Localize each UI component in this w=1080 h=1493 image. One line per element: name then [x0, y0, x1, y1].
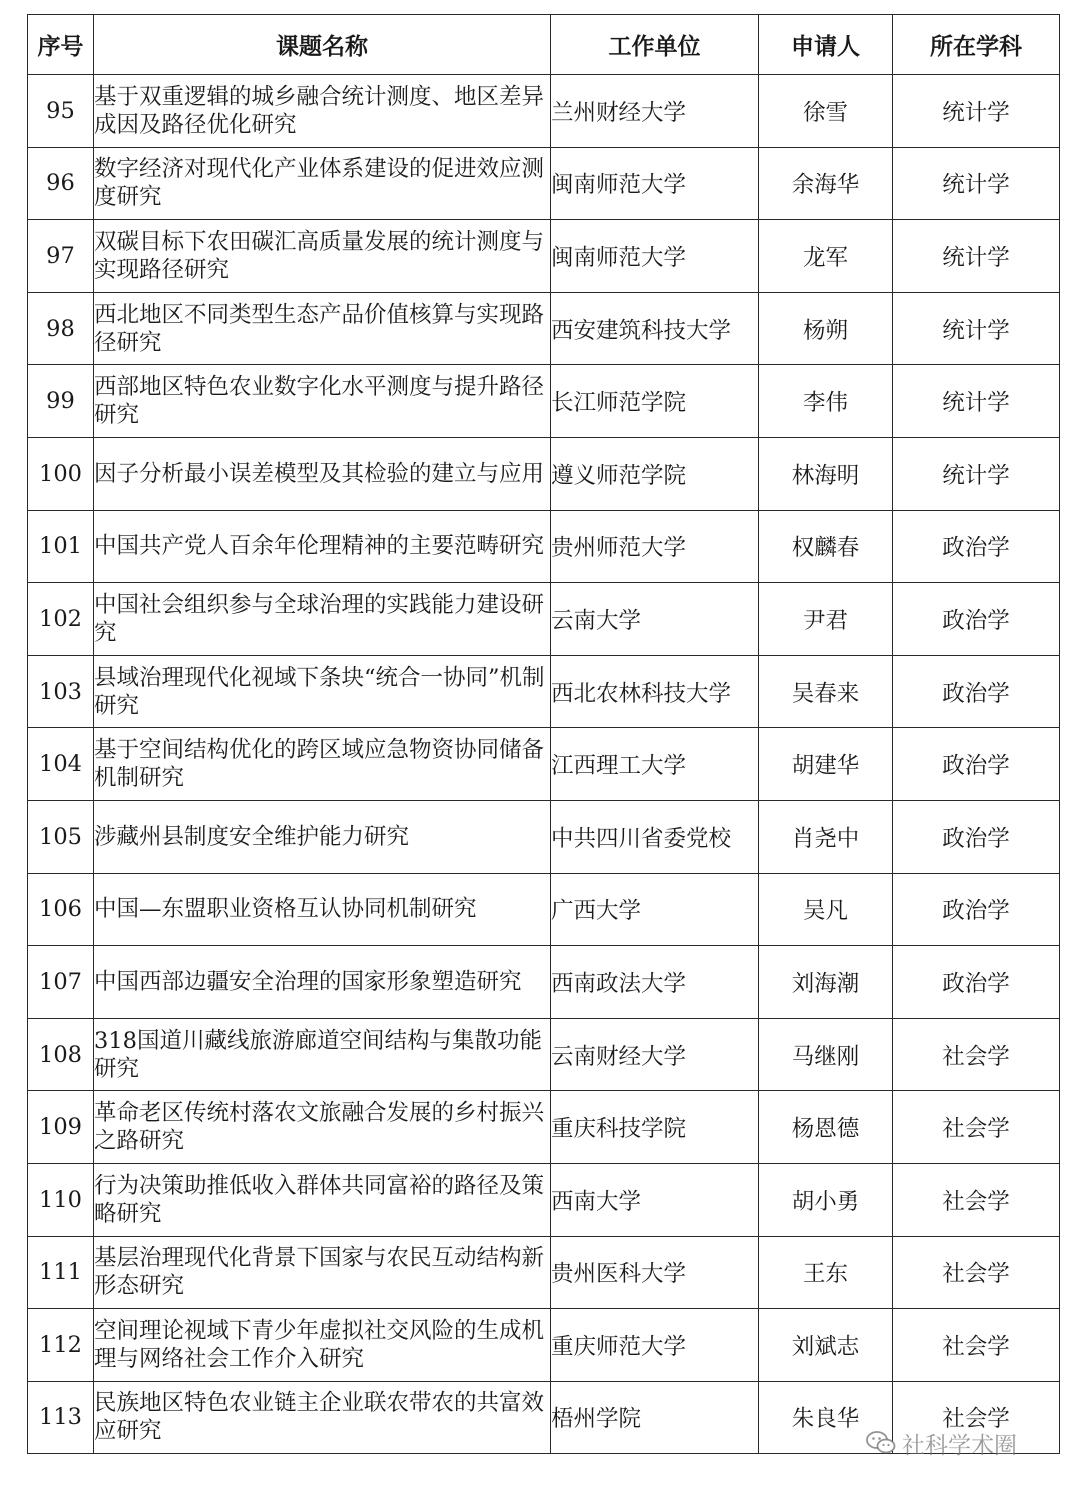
work-unit: 西南大学 — [551, 1163, 759, 1236]
project-title: 民族地区特色农业链主企业联农带农的共富效应研究 — [94, 1381, 551, 1454]
work-unit: 西南政法大学 — [551, 946, 759, 1019]
row-number: 104 — [28, 728, 94, 801]
work-unit: 广西大学 — [551, 873, 759, 946]
table-row — [28, 728, 1060, 801]
table-row — [28, 220, 1060, 293]
row-number: 110 — [28, 1163, 94, 1236]
work-unit: 重庆科技学院 — [551, 1091, 759, 1164]
work-unit: 重庆师范大学 — [551, 1309, 759, 1382]
project-title: 西北地区不同类型生态产品价值核算与实现路径研究 — [94, 292, 551, 365]
project-title: 因子分析最小误差模型及其检验的建立与应用 — [94, 437, 551, 510]
applicant: 尹君 — [759, 583, 893, 656]
project-title: 中国社会组织参与全球治理的实践能力建设研究 — [94, 583, 551, 656]
table-body — [28, 75, 1060, 1454]
project-title: 中国西部边疆安全治理的国家形象塑造研究 — [94, 946, 551, 1019]
table-row — [28, 1091, 1060, 1164]
project-title: 西部地区特色农业数字化水平测度与提升路径研究 — [94, 365, 551, 438]
applicant: 龙军 — [759, 220, 893, 293]
applicant: 肖尧中 — [759, 800, 893, 873]
project-title: 基于双重逻辑的城乡融合统计测度、地区差异成因及路径优化研究 — [94, 75, 551, 148]
applicant: 余海华 — [759, 147, 893, 220]
row-number: 107 — [28, 946, 94, 1019]
table-row — [28, 147, 1060, 220]
table-row — [28, 655, 1060, 728]
discipline: 政治学 — [893, 800, 1060, 873]
row-number: 97 — [28, 220, 94, 293]
table-row — [28, 365, 1060, 438]
row-number: 111 — [28, 1236, 94, 1309]
discipline: 社会学 — [893, 1309, 1060, 1382]
table-row — [28, 1018, 1060, 1091]
project-title: 县域治理现代化视域下条块“统合一协同”机制研究 — [94, 655, 551, 728]
applicant: 杨朔 — [759, 292, 893, 365]
project-title: 中国—东盟职业资格互认协同机制研究 — [94, 873, 551, 946]
applicant: 朱良华 — [759, 1381, 893, 1454]
discipline: 统计学 — [893, 437, 1060, 510]
header-title: 课题名称 — [94, 15, 551, 75]
row-number: 113 — [28, 1381, 94, 1454]
header-person: 申请人 — [759, 15, 893, 75]
project-title: 中国共产党人百余年伦理精神的主要范畴研究 — [94, 510, 551, 583]
discipline: 政治学 — [893, 583, 1060, 656]
row-number: 102 — [28, 583, 94, 656]
table-row — [28, 873, 1060, 946]
work-unit: 闽南师范大学 — [551, 147, 759, 220]
applicant: 王东 — [759, 1236, 893, 1309]
discipline: 政治学 — [893, 728, 1060, 801]
row-number: 108 — [28, 1018, 94, 1091]
applicant: 刘海潮 — [759, 946, 893, 1019]
watermark-text: 社科学术圈 — [902, 1432, 1017, 1459]
work-unit: 兰州财经大学 — [551, 75, 759, 148]
work-unit: 西北农林科技大学 — [551, 655, 759, 728]
work-unit: 梧州学院 — [551, 1381, 759, 1454]
work-unit: 云南财经大学 — [551, 1018, 759, 1091]
work-unit: 闽南师范大学 — [551, 220, 759, 293]
row-number: 100 — [28, 437, 94, 510]
applicant: 吴春来 — [759, 655, 893, 728]
wechat-icon — [866, 1430, 896, 1456]
row-number: 95 — [28, 75, 94, 148]
discipline: 社会学 — [893, 1236, 1060, 1309]
row-number: 112 — [28, 1309, 94, 1382]
applicant: 胡建华 — [759, 728, 893, 801]
discipline: 政治学 — [893, 655, 1060, 728]
discipline: 统计学 — [893, 220, 1060, 293]
row-number: 101 — [28, 510, 94, 583]
work-unit: 贵州医科大学 — [551, 1236, 759, 1309]
applicant: 徐雪 — [759, 75, 893, 148]
project-title: 涉藏州县制度安全维护能力研究 — [94, 800, 551, 873]
table-row — [28, 946, 1060, 1019]
table-row — [28, 510, 1060, 583]
work-unit: 云南大学 — [551, 583, 759, 656]
work-unit: 西安建筑科技大学 — [551, 292, 759, 365]
applicant: 林海明 — [759, 437, 893, 510]
header-row — [28, 15, 1060, 75]
table-row — [28, 583, 1060, 656]
applicant: 胡小勇 — [759, 1163, 893, 1236]
applicant: 刘斌志 — [759, 1309, 893, 1382]
discipline: 统计学 — [893, 292, 1060, 365]
header-subject: 所在学科 — [893, 15, 1060, 75]
discipline: 社会学 — [893, 1163, 1060, 1236]
table-row — [28, 1309, 1060, 1382]
discipline: 政治学 — [893, 510, 1060, 583]
project-title: 318国道川藏线旅游廊道空间结构与集散功能研究 — [94, 1018, 551, 1091]
row-number: 106 — [28, 873, 94, 946]
watermark — [866, 1426, 1017, 1460]
work-unit: 江西理工大学 — [551, 728, 759, 801]
work-unit: 长江师范学院 — [551, 365, 759, 438]
header-unit: 工作单位 — [551, 15, 759, 75]
applicant: 杨恩德 — [759, 1091, 893, 1164]
discipline: 政治学 — [893, 946, 1060, 1019]
row-number: 105 — [28, 800, 94, 873]
row-number: 96 — [28, 147, 94, 220]
discipline: 社会学 — [893, 1381, 1060, 1454]
project-table — [27, 14, 1060, 1454]
discipline: 统计学 — [893, 365, 1060, 438]
project-title: 行为决策助推低收入群体共同富裕的路径及策略研究 — [94, 1163, 551, 1236]
discipline: 统计学 — [893, 75, 1060, 148]
table-row — [28, 437, 1060, 510]
applicant: 权麟春 — [759, 510, 893, 583]
work-unit: 贵州师范大学 — [551, 510, 759, 583]
row-number: 98 — [28, 292, 94, 365]
row-number: 99 — [28, 365, 94, 438]
project-title: 双碳目标下农田碳汇高质量发展的统计测度与实现路径研究 — [94, 220, 551, 293]
table-row — [28, 75, 1060, 148]
discipline: 社会学 — [893, 1091, 1060, 1164]
table-row — [28, 292, 1060, 365]
table-row — [28, 1163, 1060, 1236]
table-row — [28, 1236, 1060, 1309]
header-no: 序号 — [28, 15, 94, 75]
project-title: 革命老区传统村落农文旅融合发展的乡村振兴之路研究 — [94, 1091, 551, 1164]
work-unit: 遵义师范学院 — [551, 437, 759, 510]
work-unit: 中共四川省委党校 — [551, 800, 759, 873]
table-row — [28, 800, 1060, 873]
project-title: 基层治理现代化背景下国家与农民互动结构新形态研究 — [94, 1236, 551, 1309]
project-title: 数字经济对现代化产业体系建设的促进效应测度研究 — [94, 147, 551, 220]
discipline: 社会学 — [893, 1018, 1060, 1091]
discipline: 政治学 — [893, 873, 1060, 946]
discipline: 统计学 — [893, 147, 1060, 220]
row-number: 109 — [28, 1091, 94, 1164]
project-title: 空间理论视域下青少年虚拟社交风险的生成机理与网络社会工作介入研究 — [94, 1309, 551, 1382]
applicant: 李伟 — [759, 365, 893, 438]
applicant: 马继刚 — [759, 1018, 893, 1091]
row-number: 103 — [28, 655, 94, 728]
project-title: 基于空间结构优化的跨区域应急物资协同储备机制研究 — [94, 728, 551, 801]
applicant: 吴凡 — [759, 873, 893, 946]
